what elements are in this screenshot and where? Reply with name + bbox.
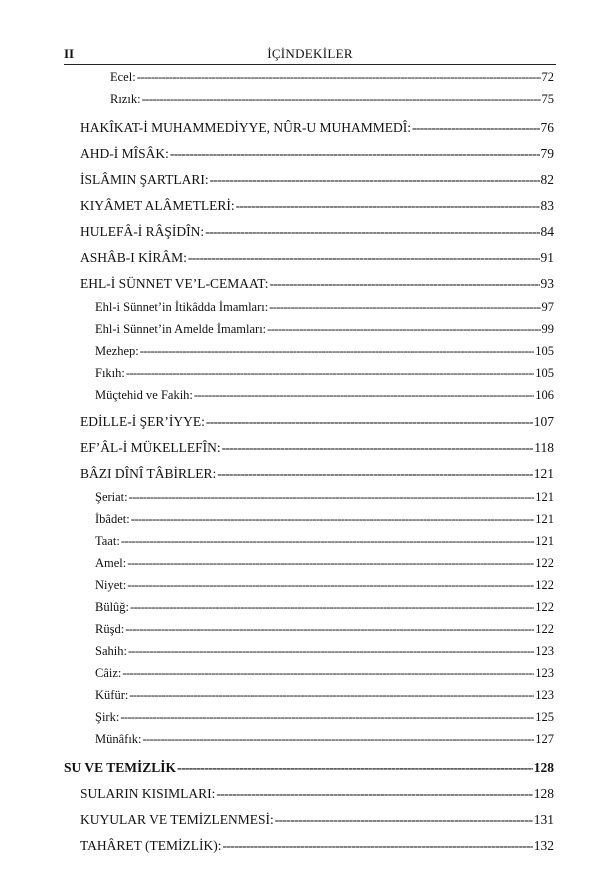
toc-entry[interactable] [95, 322, 554, 337]
toc-entry-title: Şirk: [95, 710, 120, 724]
toc-entry-page: 128 [533, 760, 554, 775]
dot-leader [188, 250, 540, 266]
toc-entry[interactable] [95, 534, 554, 549]
toc-entry[interactable] [95, 512, 554, 527]
running-title: İÇİNDEKİLER [267, 46, 353, 61]
dot-leader [170, 146, 540, 162]
toc-entry-title: KIYÂMET ALÂMETLERİ: [80, 198, 235, 213]
dot-leader [206, 414, 533, 430]
toc-entry-page: 121 [535, 534, 554, 548]
page-header [64, 44, 556, 65]
toc-entry-page: 121 [533, 466, 554, 481]
toc-entry-page: 128 [533, 786, 554, 801]
toc-entry-page: 97 [541, 300, 554, 314]
toc-entry[interactable] [80, 198, 554, 214]
toc-entry-title: BÂZI DÎNÎ TÂBİRLER: [80, 466, 217, 481]
toc-entry[interactable] [95, 710, 554, 725]
toc-entry-page: 123 [535, 666, 554, 680]
toc-entry[interactable] [64, 760, 554, 776]
toc-entry-page: 127 [535, 732, 554, 746]
toc-entry-title: HULEFÂ-İ RÂŞİDÎN: [80, 224, 205, 239]
dot-leader [127, 578, 534, 593]
dot-leader [222, 440, 534, 456]
toc-entry-title: İSLÂMIN ŞARTLARI: [80, 172, 209, 187]
dot-leader [177, 760, 533, 776]
toc-entry-title: EHL-İ SÜNNET VE’L-CEMAAT: [80, 276, 269, 291]
dot-leader [412, 120, 540, 136]
toc-entry-page: 121 [535, 490, 554, 504]
toc-entry-title: EDİLLE-İ ŞER’İYYE: [80, 414, 205, 429]
dot-leader [267, 322, 540, 337]
toc-entry-page: 125 [535, 710, 554, 724]
toc-entry-page: 122 [535, 556, 554, 570]
toc-entry-page: 72 [541, 70, 554, 84]
dot-leader [126, 366, 534, 381]
toc-entry[interactable] [95, 578, 554, 593]
dot-leader [223, 838, 533, 854]
dot-leader [210, 172, 540, 188]
toc-entry[interactable] [95, 600, 554, 615]
toc-entry[interactable] [80, 250, 554, 266]
toc-entry-title: Şeriat: [95, 490, 128, 504]
toc-entry-title: Bülûğ: [95, 600, 130, 614]
dot-leader [131, 512, 535, 527]
dot-leader [125, 622, 534, 637]
toc-entry-title: Rüşd: [95, 622, 125, 636]
toc-entry[interactable] [95, 366, 554, 381]
toc-entry-title: Rızık: [110, 92, 141, 106]
toc-entry-title: Sahih: [95, 644, 127, 658]
dot-leader [140, 344, 535, 359]
toc-entry-page: 107 [533, 414, 554, 429]
toc-entry-page: 122 [535, 578, 554, 592]
toc-entry-title: Ehl-i Sünnet’in İtikâdda İmamları: [95, 300, 269, 314]
toc-entry-page: 122 [535, 622, 554, 636]
toc-entry-page: 91 [540, 250, 554, 265]
dot-leader [236, 198, 540, 214]
toc-entry-title: Taat: [95, 534, 120, 548]
toc-entry-page: 105 [535, 366, 554, 380]
toc-entry-title: Amel: [95, 556, 127, 570]
dot-leader [143, 732, 535, 747]
toc-entry[interactable] [80, 224, 554, 240]
toc-entry-title: AHD-İ MÎSÂK: [80, 146, 169, 161]
toc-entry[interactable] [95, 688, 554, 703]
toc-entry-page: 79 [540, 146, 554, 161]
toc-entry-page: 82 [540, 172, 554, 187]
dot-leader [275, 812, 533, 828]
dot-leader [216, 786, 532, 802]
toc-entry[interactable] [95, 666, 554, 681]
dot-leader [122, 666, 534, 681]
dot-leader [121, 534, 534, 549]
toc-entry-page: 93 [540, 276, 554, 291]
toc-entry[interactable] [110, 92, 554, 107]
toc-entry[interactable] [95, 556, 554, 571]
toc-entry[interactable] [80, 838, 554, 854]
toc-entry[interactable] [80, 440, 554, 456]
page-number: II [64, 46, 75, 61]
toc-entry-page: 83 [540, 198, 554, 213]
dot-leader [137, 70, 541, 85]
toc-entry-title: EF’ÂL-İ MÜKELLEFÎN: [80, 440, 221, 455]
dot-leader [129, 490, 535, 505]
toc-entry-page: 122 [535, 600, 554, 614]
toc-entry[interactable] [95, 300, 554, 315]
dot-leader [142, 92, 541, 107]
toc-entry-title: Câiz: [95, 666, 122, 680]
dot-leader [127, 556, 534, 571]
dot-leader [194, 388, 534, 403]
dot-leader [130, 600, 534, 615]
toc-entry-title: Ecel: [110, 70, 136, 84]
toc-entry[interactable] [80, 276, 554, 292]
toc-entry-title: HAKÎKAT-İ MUHAMMEDİYYE, NÛR-U MUHAMMEDÎ: [80, 120, 411, 135]
toc-entry-page: 76 [540, 120, 554, 135]
toc-entry[interactable] [80, 466, 554, 482]
toc-entry-page: 106 [535, 388, 554, 402]
toc-entry-title: TAHÂRET (TEMİZLİK): [80, 838, 222, 853]
dot-leader [120, 710, 534, 725]
toc-entry-title: Küfür: [95, 688, 129, 702]
toc-entry-title: KUYULAR VE TEMİZLENMESİ: [80, 812, 274, 827]
toc-entry-page: 123 [535, 688, 554, 702]
toc-entry-title: Fıkıh: [95, 366, 125, 380]
toc-entry-page: 131 [533, 812, 554, 827]
toc-entry-title: SULARIN KISIMLARI: [80, 786, 216, 801]
dot-leader [217, 466, 533, 482]
toc-entry-title: Münâfık: [95, 732, 142, 746]
toc-entry-page: 105 [535, 344, 554, 358]
toc-entry[interactable] [95, 388, 554, 403]
toc-entry[interactable] [110, 70, 554, 85]
toc-entry-page: 84 [540, 224, 554, 239]
dot-leader [129, 688, 534, 703]
dot-leader [205, 224, 539, 240]
toc-entry-page: 123 [535, 644, 554, 658]
toc-entry-title: Müçtehid ve Fakih: [95, 388, 193, 402]
toc-entry[interactable] [80, 146, 554, 162]
toc-entry[interactable] [95, 644, 554, 659]
toc-entry-title: ASHÂB-I KİRÂM: [80, 250, 187, 265]
toc-entry-title: Ehl-i Sünnet’in Amelde İmamları: [95, 322, 267, 336]
toc-entry[interactable] [80, 120, 554, 136]
toc-entry[interactable] [80, 172, 554, 188]
dot-leader [269, 300, 540, 315]
toc-entry-title: Mezhep: [95, 344, 139, 358]
toc-entry-page: 75 [541, 92, 554, 106]
toc-entry-title: SU VE TEMİZLİK [64, 760, 177, 775]
toc-entry-page: 99 [541, 322, 554, 336]
dot-leader [128, 644, 534, 659]
dot-leader [270, 276, 540, 292]
toc-entry[interactable] [95, 490, 554, 505]
toc-entry-page: 118 [534, 440, 554, 455]
toc-entry-title: Niyet: [95, 578, 127, 592]
toc-entry[interactable] [95, 732, 554, 747]
toc-entry[interactable] [95, 344, 554, 359]
toc-entry[interactable] [80, 786, 554, 802]
toc-entry[interactable] [80, 414, 554, 430]
toc-entry[interactable] [95, 622, 554, 637]
toc-entry[interactable] [80, 812, 554, 828]
toc-entry-title: İbâdet: [95, 512, 130, 526]
toc-entry-page: 132 [533, 838, 554, 853]
toc-entry-page: 121 [535, 512, 554, 526]
